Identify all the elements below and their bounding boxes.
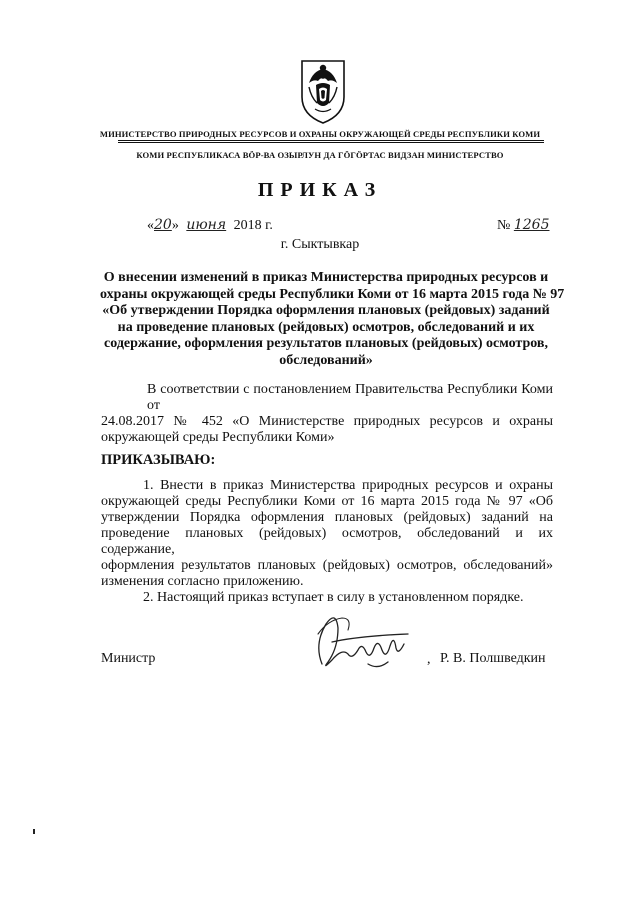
order-date xyxy=(147,217,273,234)
order-subject xyxy=(100,270,565,369)
signatory-name: Р. В. Полшведкин xyxy=(440,651,546,666)
number-label: № xyxy=(497,218,511,233)
preamble-line: В соответствии с постановлением Правительства Республики Коми от xyxy=(147,382,553,413)
ministry-name-russian: МИНИСТЕРСТВО ПРИРОДНЫХ РЕСУРСОВ И ОХРАНЫ ОКРУЖАЮЩЕЙ СРЕДЫ РЕСПУБЛИКИ КОМИ xyxy=(99,129,541,139)
order-number xyxy=(497,217,550,234)
item-line: окружающей среды Республики Коми от 16 марта 2015 года № 97 «Об xyxy=(101,494,553,509)
item-line: утверждении Порядка оформления плановых (рейдовых) заданий на xyxy=(101,510,553,525)
date-day: 20 xyxy=(154,217,172,233)
item-line: проведение плановых (рейдовых) осмотров, обследований и их содержание, xyxy=(101,526,553,557)
number-value: 1265 xyxy=(513,217,550,233)
date-year: 2018 г. xyxy=(233,218,273,233)
preamble xyxy=(101,382,553,446)
ministry-name-komi: КОМИ РЕСПУБЛИКАСА ВӦР-ВА ОЗЫРЛУН ДА ГӦГӦРТАС ВИДЗАН МИНИСТЕРСТВО xyxy=(136,150,504,160)
city: г. Сыктывкар xyxy=(280,237,360,252)
handwritten-signature-icon xyxy=(308,604,420,682)
order-title: ПРИКАЗ xyxy=(257,179,383,201)
date-open-quote: « xyxy=(147,218,154,233)
signature-mark: , xyxy=(427,652,431,667)
preamble-line: 24.08.2017 № 452 «О Министерстве природных ресурсов и охраны xyxy=(101,414,553,429)
scan-speck xyxy=(33,829,35,834)
item-line: 2. Настоящий приказ вступает в силу в установленном порядке. xyxy=(143,590,524,605)
signatory-position: Министр xyxy=(101,651,156,666)
subject-line: О внесении изменений в приказ Министерства природных ресурсов и xyxy=(103,270,549,285)
subject-line: «Об утверждении Порядка оформления плановых (рейдовых) заданий xyxy=(102,303,550,318)
date-month: июня xyxy=(186,217,227,233)
preamble-line: окружающей среды Республики Коми» xyxy=(101,430,335,445)
decree-word: ПРИКАЗЫВАЮ: xyxy=(101,452,216,468)
header-rule xyxy=(118,140,544,141)
subject-line: охраны окружающей среды Республики Коми от 16 марта 2015 года № 97 xyxy=(100,286,565,302)
header-rule xyxy=(118,142,544,143)
subject-line: обследований» xyxy=(279,352,373,368)
subject-line: на проведение плановых (рейдовых) осмотров, обследований и их xyxy=(117,319,535,335)
order-items xyxy=(101,478,553,606)
komi-coat-of-arms-icon xyxy=(299,57,347,125)
date-close-quote: » xyxy=(171,218,179,233)
item-line: изменения согласно приложению. xyxy=(101,574,304,589)
item-line: оформления результатов плановых (рейдовых) осмотров, обследований» xyxy=(101,558,553,573)
item-line: 1. Внести в приказ Министерства природных ресурсов и охраны xyxy=(143,478,553,493)
subject-line: содержание, оформления результатов плановых (рейдовых) осмотров, xyxy=(104,336,548,351)
